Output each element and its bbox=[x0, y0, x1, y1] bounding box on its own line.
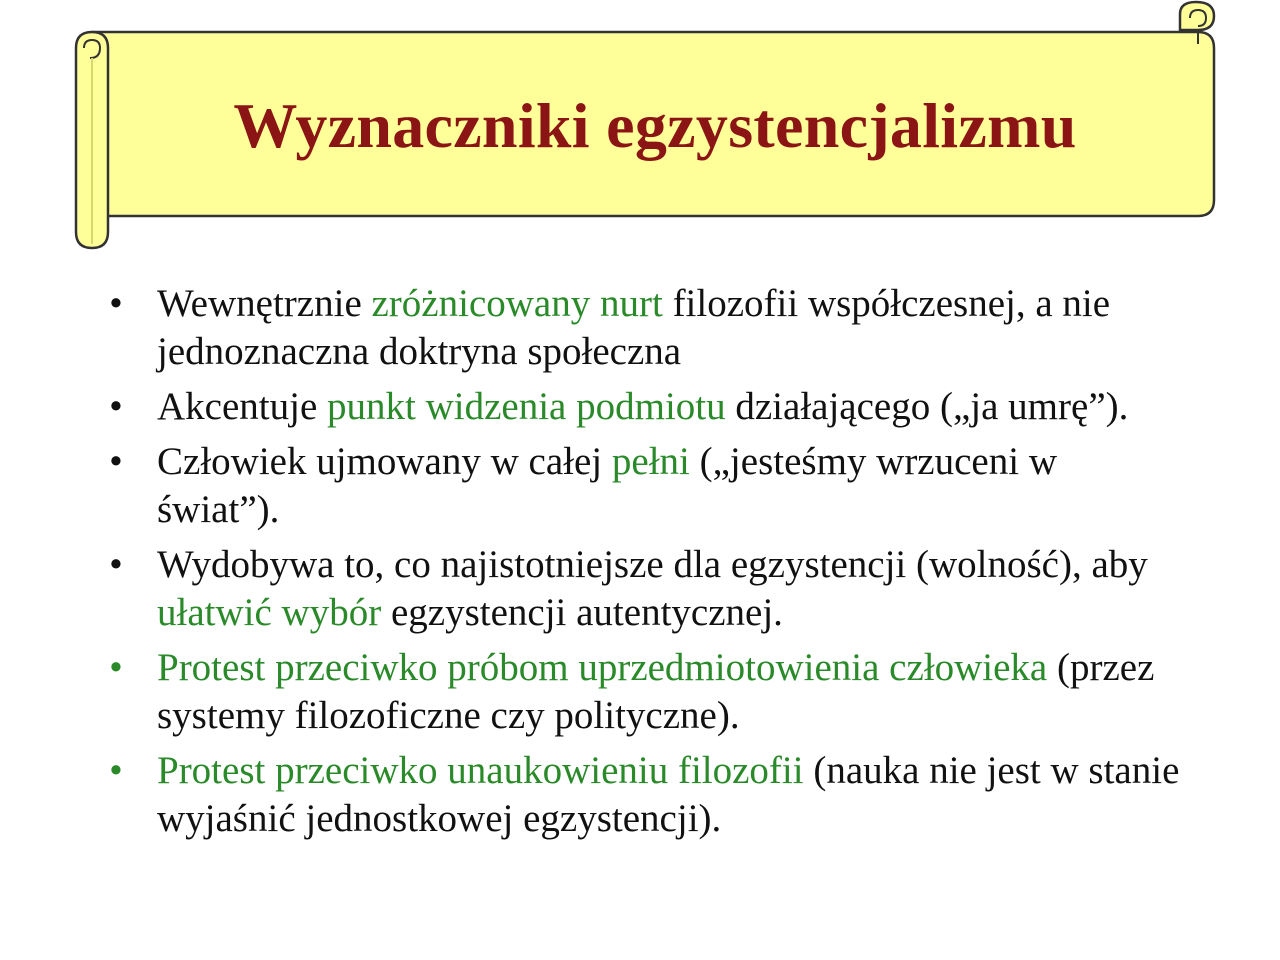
bullet-marker: • bbox=[109, 749, 123, 792]
bullet-marker: • bbox=[109, 440, 123, 483]
bullet-text: Wydobywa to, co najistotniejsze dla egzystencji (wolność), aby bbox=[157, 543, 1148, 586]
bullet-text: (przez systemy filozoficzne czy polityczne). bbox=[157, 646, 1155, 737]
bullet-text: działającego („ja umrę”). bbox=[725, 385, 1129, 428]
slide-title: Wyznaczniki egzystencjalizmu bbox=[233, 90, 1077, 161]
bullet-text: egzystencji autentycznej. bbox=[381, 591, 783, 634]
emphasized-text: ułatwić wybór bbox=[157, 591, 382, 634]
bullet-marker: • bbox=[109, 543, 123, 586]
bullet-item bbox=[0, 747, 1187, 843]
bullet-text: (nauka nie jest w stanie wyjaśnić jednostkowej egzystencji). bbox=[157, 749, 1180, 840]
bullet-text: filozofii współczesnej, a nie jednoznaczna doktryna społeczna bbox=[157, 282, 1111, 373]
bullet-item bbox=[0, 383, 1187, 431]
emphasized-text: pełni bbox=[611, 440, 690, 483]
bullet-text: Wewnętrznie bbox=[157, 282, 372, 325]
bullet-text: Akcentuje bbox=[157, 385, 328, 428]
bullet-item bbox=[0, 280, 1187, 376]
bullet-marker: • bbox=[109, 282, 123, 325]
bullet-text: Człowiek ujmowany w całej bbox=[157, 440, 612, 483]
emphasized-text: punkt widzenia podmiotu bbox=[327, 385, 726, 428]
bullet-list bbox=[0, 280, 1280, 850]
emphasized-text: Protest przeciwko unaukowieniu filozofii bbox=[157, 749, 804, 792]
bullet-item bbox=[0, 438, 1187, 534]
scroll-right-curl bbox=[1180, 2, 1214, 30]
emphasized-text: Protest przeciwko próbom uprzedmiotowienia człowieka bbox=[157, 646, 1048, 689]
bullet-text: („jesteśmy wrzuceni w świat”). bbox=[157, 440, 1057, 531]
bullet-item bbox=[0, 541, 1187, 637]
bullet-marker: • bbox=[109, 385, 123, 428]
emphasized-text: zróżnicowany nurt bbox=[371, 282, 663, 325]
bullet-marker: • bbox=[109, 646, 123, 689]
bullet-item bbox=[0, 644, 1187, 740]
